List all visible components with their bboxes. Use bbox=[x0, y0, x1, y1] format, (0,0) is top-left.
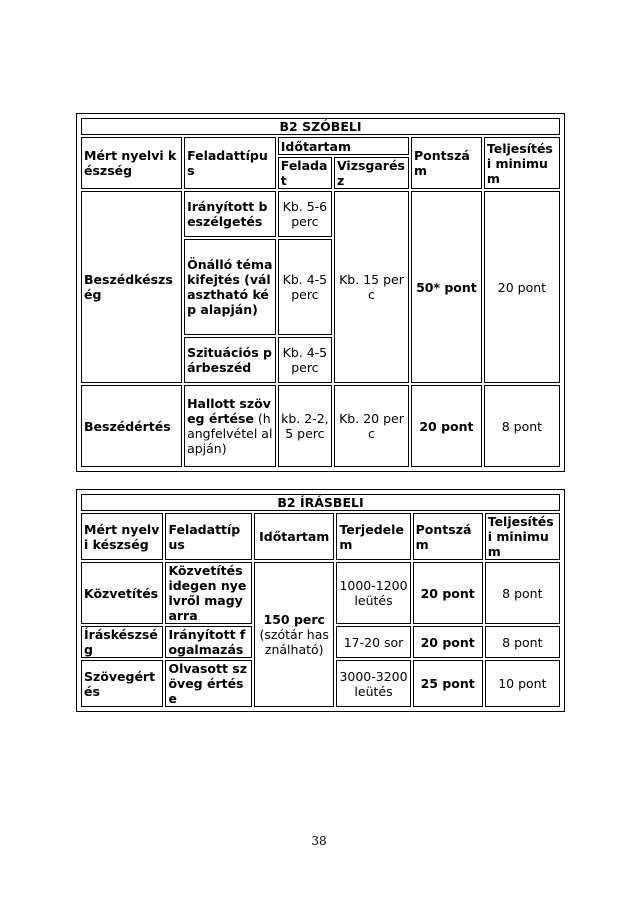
row-points: 50* pont bbox=[411, 191, 482, 383]
row-task-time: Kb. 4-5 perc bbox=[278, 337, 332, 383]
header-length: Terjedelem bbox=[336, 513, 410, 560]
row-skill: Közvetítés bbox=[81, 562, 163, 624]
row-task: Irányított beszélgetés bbox=[184, 191, 276, 237]
row-task-name: Hallott szöveg értése bbox=[187, 396, 271, 426]
header-minimum: Teljesítési minimum bbox=[484, 137, 560, 189]
row-points: 20 pont bbox=[413, 626, 483, 658]
header-skill: Mért nyelvi készség bbox=[81, 137, 182, 189]
row-minimum: 8 pont bbox=[485, 626, 560, 658]
row-task: Önálló témakifejtés (választható kép alapján) bbox=[184, 239, 276, 335]
written-duration bbox=[254, 562, 334, 707]
row-task-time: Kb. 5-6 perc bbox=[278, 191, 332, 237]
row-skill: Szövegértés bbox=[81, 660, 163, 707]
row-task bbox=[184, 385, 276, 467]
duration-value: 150 perc bbox=[263, 612, 325, 627]
written-exam-table bbox=[76, 489, 565, 712]
row-skill: Beszédértés bbox=[81, 385, 182, 467]
row-task-note: (hangfelvétel alapján) bbox=[187, 411, 273, 456]
row-task: Irányított fogalmazás bbox=[165, 626, 252, 658]
row-minimum: 8 pont bbox=[484, 385, 560, 467]
header-minimum: Teljesítési minimum bbox=[485, 513, 560, 560]
row-task: Közvetítés idegen nyelvről magyarra bbox=[165, 562, 252, 624]
header-points: Pontszám bbox=[411, 137, 482, 189]
header-skill: Mért nyelvi készség bbox=[81, 513, 163, 560]
row-length: 3000-3200 leütés bbox=[336, 660, 410, 707]
header-exam-time: Vizsgarész bbox=[334, 157, 409, 189]
header-task-time: Feladat bbox=[278, 157, 332, 189]
row-points: 20 pont bbox=[411, 385, 482, 467]
written-table-title: B2 ÍRÁSBELI bbox=[81, 494, 560, 511]
row-task: Szituációs párbeszéd bbox=[184, 337, 276, 383]
page-number: 38 bbox=[311, 834, 327, 848]
row-skill: Beszédkészség bbox=[81, 191, 182, 383]
oral-table-title: B2 SZÓBELI bbox=[81, 118, 560, 135]
oral-exam-table bbox=[76, 113, 565, 472]
header-duration: Időtartam bbox=[278, 137, 409, 155]
row-exam-time: Kb. 15 perc bbox=[334, 191, 409, 383]
row-skill: Íráskészség bbox=[81, 626, 163, 658]
row-minimum: 20 pont bbox=[484, 191, 560, 383]
row-points: 20 pont bbox=[413, 562, 483, 624]
row-minimum: 10 pont bbox=[485, 660, 560, 707]
header-task: Feladattípus bbox=[184, 137, 276, 189]
row-task-time: kb. 2-2,5 perc bbox=[278, 385, 332, 467]
duration-note: (szótár használható) bbox=[259, 627, 329, 657]
row-length: 1000-1200 leütés bbox=[336, 562, 410, 624]
header-task: Feladattípus bbox=[165, 513, 252, 560]
row-task-time: Kb. 4-5 perc bbox=[278, 239, 332, 335]
row-length: 17-20 sor bbox=[336, 626, 410, 658]
header-points: Pontszám bbox=[413, 513, 483, 560]
row-points: 25 pont bbox=[413, 660, 483, 707]
header-duration: Időtartam bbox=[254, 513, 334, 560]
row-minimum: 8 pont bbox=[485, 562, 560, 624]
row-exam-time: Kb. 20 perc bbox=[334, 385, 409, 467]
row-task: Olvasott szöveg értése bbox=[165, 660, 252, 707]
